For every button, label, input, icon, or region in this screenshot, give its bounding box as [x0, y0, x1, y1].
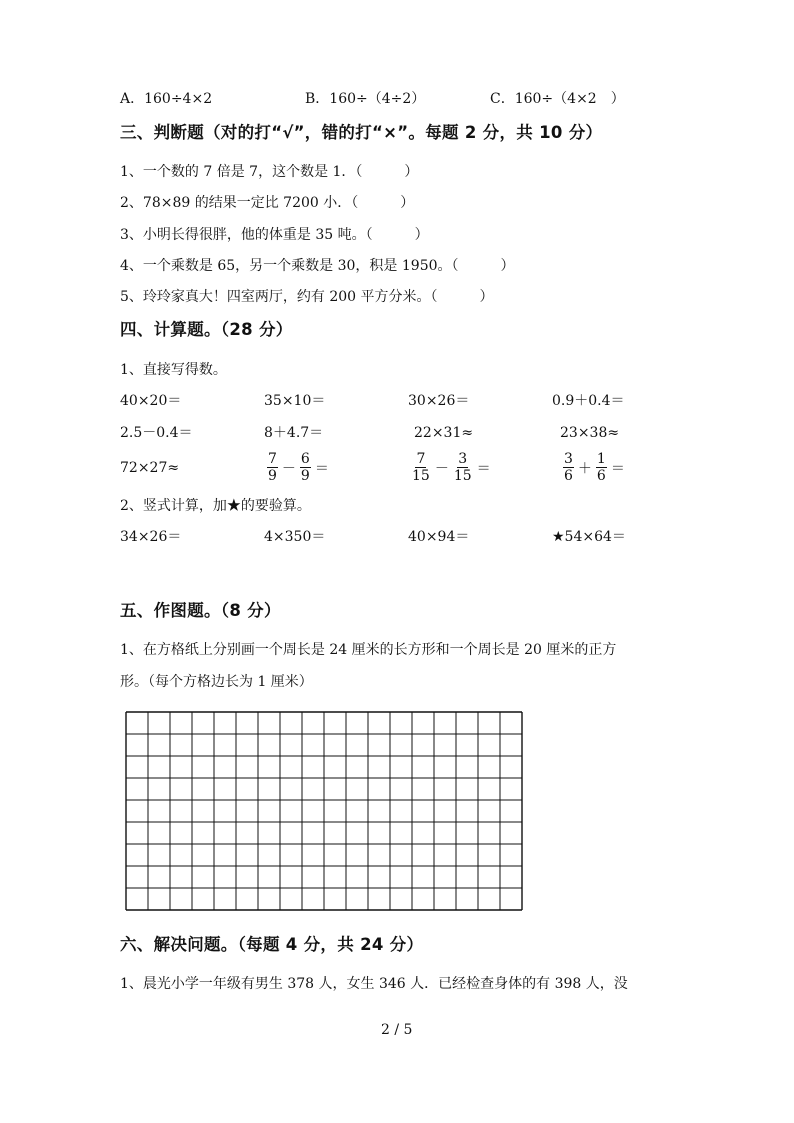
judge-item-2: 2、78×89 的结果一定比 7200 小．（ ）: [120, 195, 415, 211]
fraction-1-operator: －: [281, 460, 296, 477]
fraction-1-num-1: 7: [268, 451, 277, 467]
judge-item-3: 3、小明长得很胖，他的体重是 35 吨。（ ）: [120, 227, 429, 243]
page-number: 2 / 5: [381, 1022, 413, 1038]
fraction-3-equals: ＝: [610, 460, 625, 477]
fraction-2-den-1: 15: [412, 468, 430, 484]
section6-heading: 六、解决问题。（每题 4 分，共 24 分）: [120, 935, 424, 954]
calc-r1-c3: 30×26＝: [408, 393, 470, 409]
fraction-2-num-1: 7: [416, 451, 426, 467]
vertical-calc-2: 4×350＝: [264, 529, 326, 545]
vertical-calc-3: 40×94＝: [408, 529, 470, 545]
fraction-1-den-1: 9: [268, 468, 277, 484]
section4-sub2: 2、竖式计算，加★的要验算。: [120, 498, 311, 514]
section5-heading: 五、作图题。（8 分）: [120, 601, 281, 620]
option-a: A．160÷4×2: [120, 91, 213, 107]
calc-r3-c1: 72×27≈: [120, 460, 180, 476]
fraction-expr-1: [264, 451, 330, 484]
fraction-expr-2: [408, 451, 492, 484]
fraction-3-den-2: 6: [596, 468, 606, 484]
fraction-2-equals: ＝: [476, 460, 491, 477]
fraction-2-num-2: 3: [458, 451, 468, 467]
fraction-1-den-2: 9: [300, 468, 310, 484]
vertical-calc-1: 34×26＝: [120, 529, 182, 545]
section5-question-line2: 形。（每个方格边长为 1 厘米）: [120, 674, 313, 690]
judge-item-1: 1、一个数的 7 倍是 7，这个数是 1．（ ）: [120, 164, 419, 180]
calc-r1-c4: 0.9＋0.4＝: [552, 393, 625, 409]
section4-heading: 四、计算题。（28 分）: [120, 320, 293, 339]
fraction-3-operator: ＋: [577, 460, 592, 477]
fraction-1-num-2: 6: [300, 451, 310, 467]
grid-paper: [125, 711, 525, 917]
calc-r2-c3: 22×31≈: [414, 425, 474, 441]
calc-r2-c2: 8＋4.7＝: [264, 425, 324, 441]
fraction-3-num-1: 3: [564, 451, 573, 467]
fraction-expr-3: [560, 451, 626, 484]
calc-r2-c4: 23×38≈: [560, 425, 620, 441]
judge-item-4: 4、一个乘数是 65，另一个乘数是 30，积是 1950。（ ）: [120, 258, 515, 274]
calc-r1-c1: 40×20＝: [120, 393, 182, 409]
judge-item-5: 5、玲玲家真大！四室两厅，约有 200 平方分米。（ ）: [120, 289, 494, 305]
vertical-calc-4: ★54×64＝: [552, 529, 626, 545]
section3-heading: 三、判断题（对的打“√”，错的打“×”。每题 2 分，共 10 分）: [120, 123, 603, 142]
calc-r1-c2: 35×10＝: [264, 393, 326, 409]
section5-question-line1: 1、在方格纸上分别画一个周长是 24 厘米的长方形和一个周长是 20 厘米的正方: [120, 642, 617, 658]
option-b: B．160÷（4÷2）: [305, 91, 426, 107]
fraction-2-operator: －: [434, 460, 449, 477]
fraction-3-den-1: 6: [564, 468, 573, 484]
fraction-2-den-2: 15: [453, 468, 472, 484]
calc-r2-c1: 2.5－0.4＝: [120, 425, 193, 441]
section6-question-line1: 1、晨光小学一年级有男生 378 人，女生 346 人．已经检查身体的有 398 人，没: [120, 976, 628, 992]
section4-sub1: 1、直接写得数。: [120, 362, 227, 378]
fraction-3-num-2: 1: [596, 451, 606, 467]
option-c: C．160÷（4×2 ）: [490, 91, 625, 107]
fraction-1-equals: ＝: [314, 460, 329, 477]
